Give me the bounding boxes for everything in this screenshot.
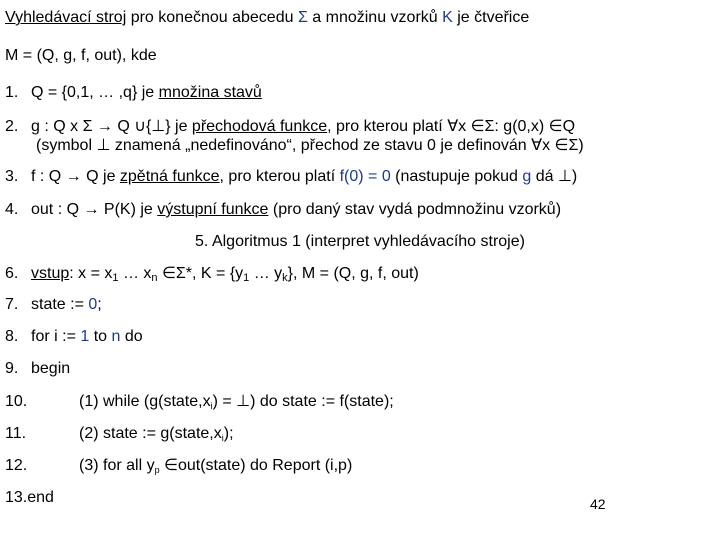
item-note-2: znamená „nedefinováno“, přechod ze stavu 0 je definován (114, 137, 532, 154)
algo-line-13 (5, 488, 54, 508)
definition-line (5, 46, 157, 66)
code-value: n (111, 328, 121, 345)
item-formula: out : Q → P(K) (31, 201, 136, 218)
code-text: to (89, 328, 112, 345)
subscript: 1 (112, 272, 119, 284)
item-formula: f : Q → Q (31, 168, 99, 185)
algo-line-8 (5, 327, 143, 347)
item-note-end: ) (578, 137, 584, 154)
code-value: 0 (88, 296, 98, 313)
item-formula-2: f(0) = 0 (339, 168, 391, 185)
code-text: ); (223, 425, 234, 442)
page-number: 42 (590, 496, 606, 512)
line-number: 12. (5, 457, 28, 474)
item-note-formula: ∀x ∈Σ (531, 137, 579, 154)
code-text: for i := (31, 328, 81, 345)
item-number: 3. (5, 168, 19, 185)
item-text-2: , pro kterou platí (219, 168, 340, 185)
algo-line-11 (5, 424, 234, 448)
algorithm-title-text: 5. Algoritmus 1 (interpret vyhledávacího stroje) (195, 233, 525, 250)
item-term: výstupní funkce (157, 201, 269, 218)
line-number: 6. (5, 265, 19, 282)
code-text: do (120, 328, 143, 345)
item-term: zpětná funkce (119, 168, 220, 185)
item-formula: g : Q x Σ → Q ∪{⊥} (31, 118, 171, 135)
subscript: i (210, 401, 213, 411)
item-term: přechodová funkce (191, 118, 328, 135)
line-number: 8. (5, 328, 19, 345)
title-sigma: Σ (297, 9, 308, 26)
item-text-2: (pro daný stav vydá podmnožinu vzorků) (268, 201, 562, 218)
code-text: end (27, 489, 54, 506)
algorithm-title (0, 232, 720, 252)
input-keyword: vstup (31, 265, 70, 282)
list-item-3 (5, 167, 577, 187)
item-number: 2. (5, 118, 19, 135)
list-item-2 (5, 117, 575, 137)
item-text-2: , pro kterou platí (327, 118, 448, 135)
title-line (5, 8, 529, 28)
title-k: K (442, 9, 453, 26)
algo-line-9 (5, 359, 70, 379)
algo-line-10 (5, 392, 394, 416)
item-note: (symbol ⊥ (36, 137, 115, 154)
item-g: g (522, 168, 532, 185)
line-number: 11. (5, 425, 27, 442)
title-text: pro konečnou abecedu (126, 9, 298, 26)
code-text: }, M = (Q, g, f, out) (287, 265, 419, 282)
code-text: … y (249, 265, 283, 282)
title-term: Vyhledávací stroj (5, 9, 127, 26)
code-text: ; (97, 296, 102, 313)
code-text: : x = x (69, 265, 113, 282)
title-text-2: a množinu vzorků (307, 9, 443, 26)
item-number: 4. (5, 201, 19, 218)
item-term: množina stavů (158, 84, 262, 101)
title-text-3: je čtveřice (452, 9, 530, 26)
item-text: je (170, 118, 192, 135)
line-number: 13. (5, 489, 28, 506)
line-number: 10. (5, 393, 28, 410)
code-text: state := (31, 296, 89, 313)
line-number: 9. (5, 360, 19, 377)
list-item-1 (5, 83, 262, 103)
code-value: 1 (80, 328, 90, 345)
item-text-4: dá ⊥) (531, 168, 578, 185)
code-text: (2) state := g(state,x (79, 425, 222, 442)
algo-line-6 (5, 264, 419, 288)
code-text: ) = ⊥) do state := f(state); (212, 393, 394, 410)
line-number: 7. (5, 296, 19, 313)
definition-text: M = (Q, g, f, out), kde (5, 47, 157, 64)
item-formula-2: ∀x ∈Σ: g(0,x) ∈Q (447, 118, 576, 135)
list-item-4 (5, 200, 561, 220)
item-formula: Q = {0,1, … ,q} (31, 84, 138, 101)
list-item-2-continuation (36, 136, 584, 156)
item-text: je (137, 84, 159, 101)
subscript: i (221, 433, 224, 443)
algo-line-12 (5, 456, 352, 480)
code-text: (3) for all y (79, 457, 155, 474)
subscript: n (151, 272, 158, 284)
item-text-3: (nastupuje pokud (390, 168, 523, 185)
code-text: (1) while (g(state,x (79, 393, 211, 410)
code-text: begin (31, 360, 71, 377)
item-text: je (98, 168, 120, 185)
subscript: k (282, 272, 288, 284)
item-number: 1. (5, 84, 19, 101)
item-text: je (135, 201, 158, 218)
algo-line-7 (5, 295, 102, 315)
subscript: 1 (243, 272, 250, 284)
code-text: ∈out(state) do Report (i,p) (159, 457, 353, 474)
subscript: p (154, 465, 160, 475)
code-text: ∈Σ*, K = {y (157, 265, 244, 282)
code-text: … x (118, 265, 152, 282)
